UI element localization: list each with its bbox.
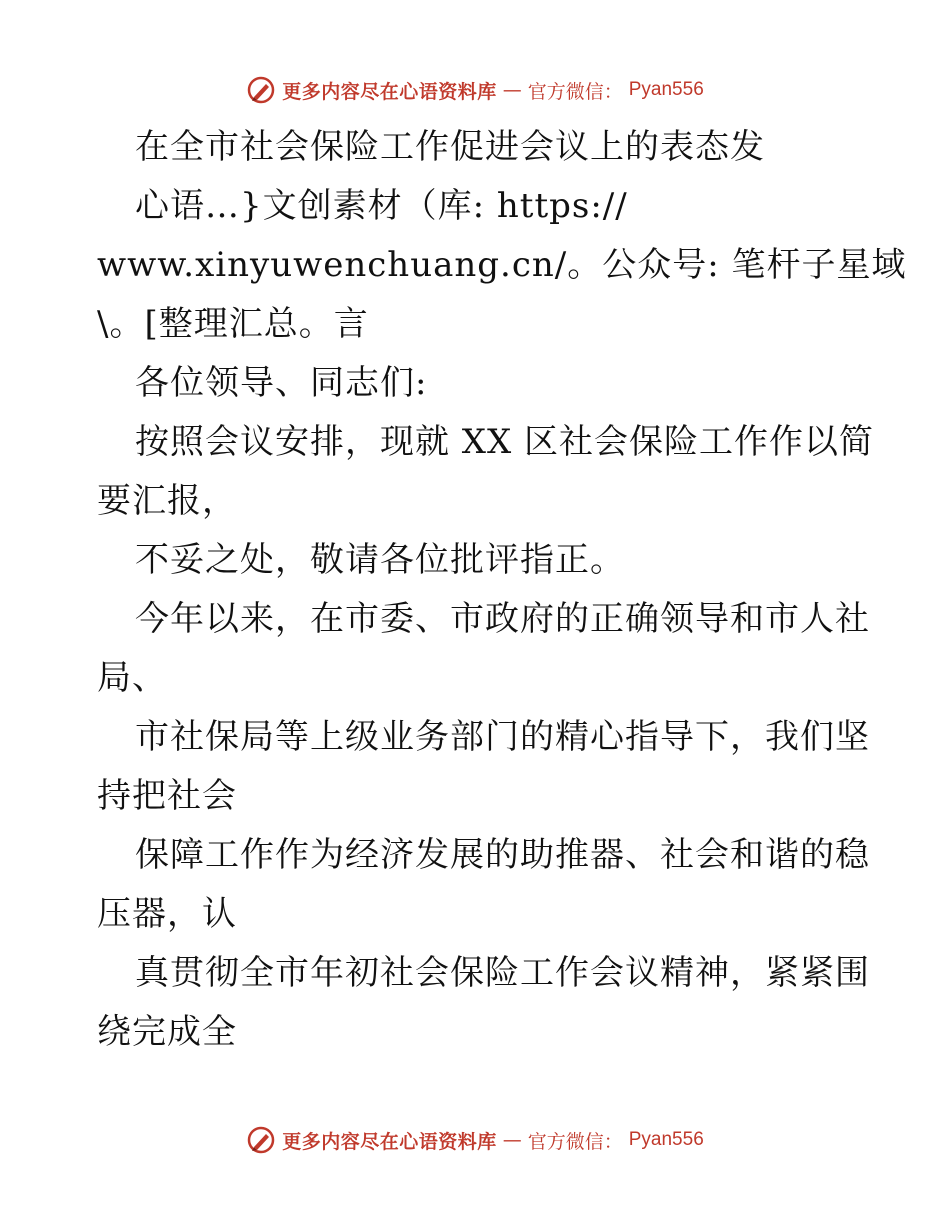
text-line: 压器，认 <box>97 894 237 934</box>
text-line: 心语…}文创素材（库: https:// <box>135 186 628 226</box>
header-banner <box>0 70 950 110</box>
banner-title: 更多内容尽在心语资料库 <box>282 80 497 103</box>
text-line: 局、 <box>97 658 167 698</box>
text-line: 在全市社会保险工作促进会议上的表态发 <box>135 127 765 167</box>
text-line: 要汇报， <box>97 481 237 521</box>
text-line: 按照会议安排，现就 XX 区社会保险工作作以简 <box>135 422 875 462</box>
pen-circle-icon <box>246 75 276 105</box>
banner-dash: — <box>502 79 522 101</box>
footer-banner <box>0 1120 950 1160</box>
text-line: 持把社会 <box>97 776 237 816</box>
text-line: 不妥之处，敬请各位批评指正。 <box>135 540 625 580</box>
banner-wechat-label: 官方微信： <box>527 1130 623 1153</box>
text-line: 真贯彻全市年初社会保险工作会议精神，紧紧围 <box>135 953 870 993</box>
banner-wechat-label: 官方微信： <box>527 80 623 103</box>
banner-wechat-id: Pyan556 <box>628 1129 704 1150</box>
text-line: www.xinyuwenchuang.cn/。公众号: 笔杆子星域 <box>97 245 907 285</box>
document-body <box>97 118 907 1062</box>
pen-circle-icon <box>246 1125 276 1155</box>
banner-dash: — <box>502 1129 522 1151</box>
text-line: 保障工作作为经济发展的助推器、社会和谐的稳 <box>135 835 870 875</box>
text-line: 各位领导、同志们: <box>135 363 428 403</box>
banner-wechat-id: Pyan556 <box>628 79 704 100</box>
text-line: 市社保局等上级业务部门的精心指导下，我们坚 <box>135 717 870 757</box>
text-line: \。[整理汇总。言 <box>97 304 369 344</box>
text-line: 绕完成全 <box>97 1012 237 1052</box>
banner-title: 更多内容尽在心语资料库 <box>282 1130 497 1153</box>
text-line: 今年以来，在市委、市政府的正确领导和市人社 <box>135 599 870 639</box>
